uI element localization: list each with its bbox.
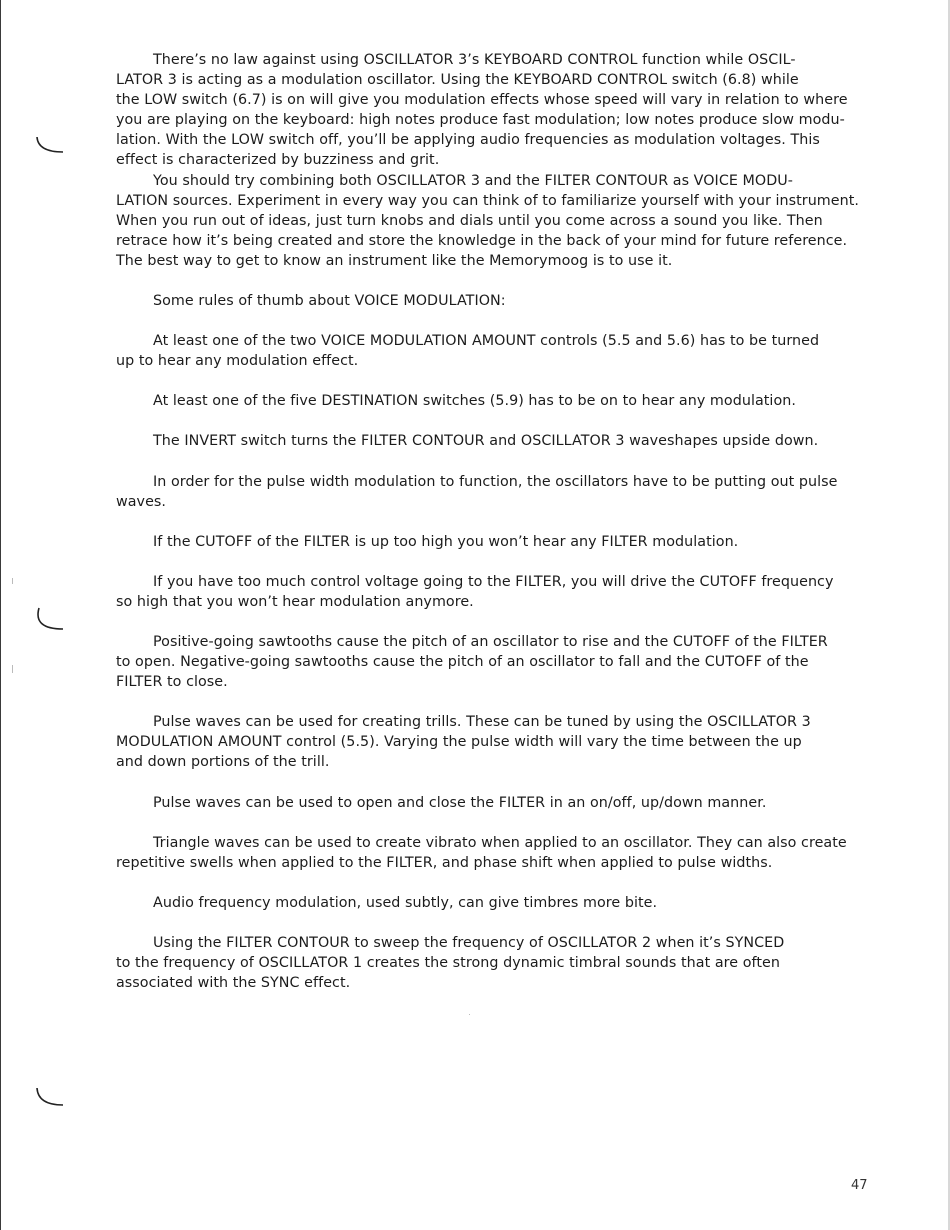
paragraph: You should try combining both OSCILLATOR 3 and the FILTER CONTOUR as VOICE MODU- LATION sources. Experiment in every way you can think of to familiarize yourself with your instrument. When you run out of ideas, just turn knobs and dials until you come across a sound you like. Then retrace how it’s being created and store the knowledge in the back of your mind for future reference. The best way to get to know an instrument like the Memorymoog is to use it.	[116, 172, 859, 269]
binder-hole-mark-icon	[35, 1087, 65, 1107]
paragraph: There’s no law against using OSCILLATOR 3’s KEYBOARD CONTROL function while OSCIL- LATOR 3 is acting as a modulation oscillator. Using the KEYBOARD CONTROL switch (6.8) while the LOW switch (6.7) is on will give you modulation effects whose speed will vary in relation to where you are playing on the keyboard: high notes produce fast modulation; low notes produce slow modu- lation. With the LOW switch off, you’ll be applying audio frequencies as modulation voltages. This effect is characterized by buzziness and grit.	[116, 52, 848, 169]
binder-hole-mark-icon	[35, 607, 65, 627]
page-left-edge	[0, 0, 1, 1230]
paragraph: The INVERT switch turns the FILTER CONTOUR and OSCILLATOR 3 waveshapes upside down.	[153, 433, 819, 450]
paragraph: Using the FILTER CONTOUR to sweep the frequency of OSCILLATOR 2 when it’s SYNCED to the frequency of OSCILLATOR 1 creates the strong dynamic timbral sounds that are often associated with the SYNC effect.	[116, 934, 785, 992]
paragraph: Pulse waves can be used to open and close the FILTER in an on/off, up/down manner.	[153, 794, 767, 811]
paragraph: If you have too much control voltage going to the FILTER, you will drive the CUTOFF frequency so high that you won’t hear modulation anymore.	[116, 573, 834, 610]
body-text	[116, 50, 886, 993]
paragraph: At least one of the two VOICE MODULATION AMOUNT controls (5.5 and 5.6) has to be turned up to hear any modulation effect.	[116, 333, 820, 370]
paragraph: In order for the pulse width modulation to function, the oscillators have to be putting out pulse waves.	[116, 473, 838, 510]
paragraph: Some rules of thumb about VOICE MODULATION:	[153, 293, 506, 310]
scan-speck	[12, 665, 13, 673]
scan-speck	[469, 1014, 470, 1015]
paragraph: Positive-going sawtooths cause the pitch of an oscillator to rise and the CUTOFF of the FILTER to open. Negative-going sawtooths cause the pitch of an oscillator to fall and the CUTOFF of the FILTER to close.	[116, 633, 828, 691]
paragraph: At least one of the five DESTINATION switches (5.9) has to be on to hear any modulation.	[153, 393, 796, 410]
paragraph: Audio frequency modulation, used subtly, can give timbres more bite.	[153, 894, 658, 911]
paragraph: If the CUTOFF of the FILTER is up too high you won’t hear any FILTER modulation.	[153, 533, 739, 550]
paragraph: Triangle waves can be used to create vibrato when applied to an oscillator. They can also create repetitive swells when applied to the FILTER, and phase shift when applied to pulse widths.	[116, 834, 847, 871]
paragraph: Pulse waves can be used for creating trills. These can be tuned by using the OSCILLATOR 3 MODULATION AMOUNT control (5.5). Varying the pulse width will vary the time between the up and down portions of the trill.	[116, 714, 811, 771]
page-number: 47	[851, 1178, 868, 1193]
scan-speck	[12, 578, 13, 584]
binder-hole-mark-icon	[35, 136, 65, 156]
